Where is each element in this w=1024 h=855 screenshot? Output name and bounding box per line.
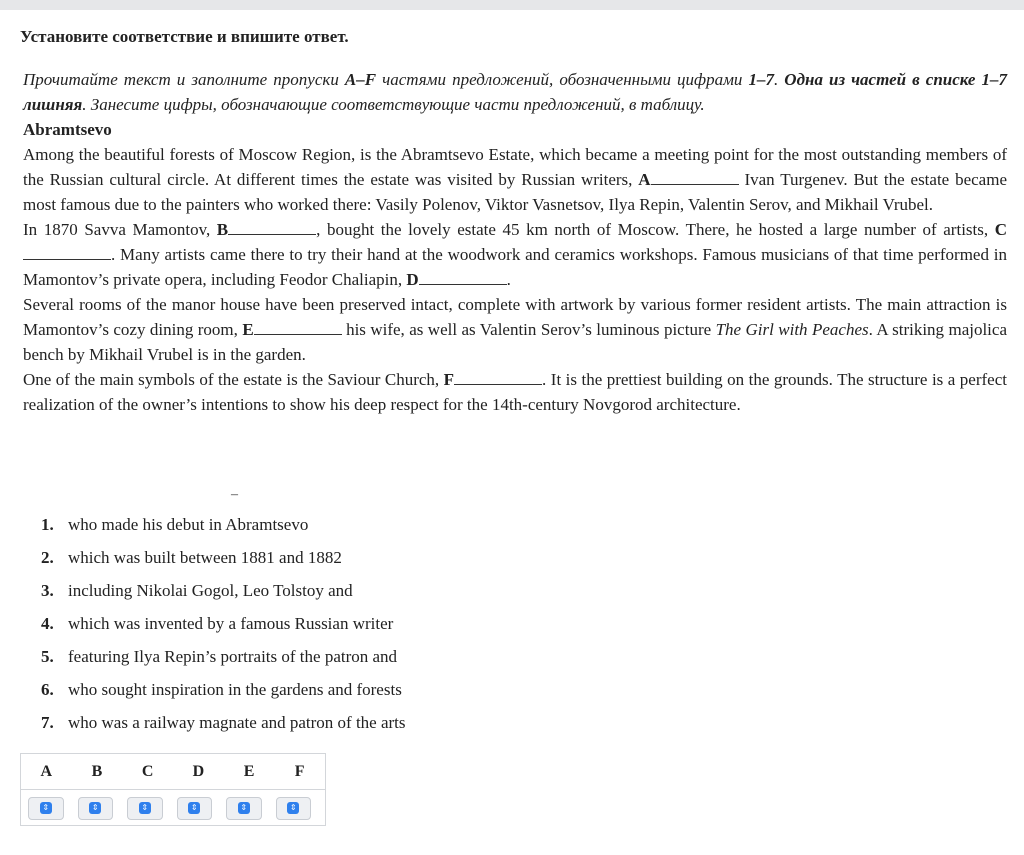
list-item: 3. including Nikolai Gogol, Leo Tolstoy and [41,581,353,600]
paragraph-3: Several rooms of the manor house have been preserved intact, complete with artwork by various former resident artists. The main attraction is Mamontov’s cozy dining room, E his wife, as well as Valentin Serov’s luminous picture The Girl with Peaches. A striking majolica bench by Mikhail Vrubel is in the garden. [23,295,1007,364]
gap-f [454,368,542,385]
answer-select-d[interactable] [177,797,213,820]
answer-select-f[interactable] [276,797,312,820]
list-item: 2. which was built between 1881 and 1882 [41,548,342,567]
paragraph-2: In 1870 Savva Mamontov, B , bought the lovely estate 45 km north of Moscow. There, he hosted a large number of artists, C. Many artists came there to try their hand at the woodwork and ceramics workshops. Famous musicians of that time performed in Mamontov’s private opera, including Feodor Chaliapin, D . [23,220,1007,289]
painting-title: The Girl with Peaches [715,320,869,339]
gap-label-f: F [443,370,455,389]
options-list [41,512,406,743]
gap-label-e: E [242,320,254,339]
select-arrows-icon: ⇕ [188,802,200,814]
column-header-c: C [141,763,154,780]
answer-row [21,790,325,826]
gap-label-b: B [216,220,229,239]
column-header-e: E [243,763,255,780]
gap-d [419,268,507,285]
gap-label-a: A [638,170,651,189]
gap-label-c: C [994,220,1007,239]
answer-select-c[interactable] [127,797,163,820]
select-arrows-icon: ⇕ [139,802,151,814]
gap-a [651,168,739,185]
list-item: 4. which was invented by a famous Russian writer [41,614,394,633]
gap-label-d: D [406,270,419,289]
gap-c [23,243,111,260]
list-item: 5. featuring Ilya Repin’s portraits of the patron and [41,647,398,666]
answer-table [20,753,326,826]
column-header-f: F [294,763,305,780]
answer-table-header [21,754,325,790]
list-item: 7. who was a railway magnate and patron of the arts [41,713,406,732]
select-arrows-icon: ⇕ [238,802,250,814]
top-bar [0,0,1024,10]
stray-dash: – [231,487,238,502]
paragraph-1: Among the beautiful forests of Moscow Region, is the Abramtsevo Estate, which became a meeting point for the most outstanding members of the Russian cultural circle. At different times the estate was visited by Russian writers, A Ivan Turgenev. But the estate became most famous due to the painters who worked there: Vasily Polenov, Viktor Vasnetsov, Ilya Repin, Valentin Serov, and Mikhail Vrubel. [23,145,1007,214]
answer-select-b[interactable] [78,797,114,820]
select-arrows-icon: ⇕ [89,802,101,814]
paragraph-4: One of the main symbols of the estate is the Saviour Church, F . It is the prettiest building on the grounds. The structure is a perfect realization of the owner’s intentions to show his deep respect for the 14th-century Novgorod architecture. [23,370,1007,414]
select-arrows-icon: ⇕ [287,802,299,814]
task-heading: Установите соответствие и впишите ответ. [20,27,349,46]
column-header-a: A [40,763,53,780]
list-item: 6. who sought inspiration in the gardens and forests [41,680,402,699]
answer-select-e[interactable] [226,797,262,820]
text-title: Abramtsevo [23,120,112,139]
gap-e [254,318,342,335]
column-header-d: D [192,763,205,780]
select-arrows-icon: ⇕ [40,802,52,814]
gap-b [228,218,316,235]
list-item: 1. who made his debut in Abramtsevo [41,515,309,534]
instruction: Прочитайте текст и заполните пропуски A–F частями предложений, обозначенными цифрами 1–7. Одна из частей в списке 1–7 лишняя. Занесите цифры, обозначающие соответствующие части предложений, в таблицу. [23,70,1008,114]
answer-select-a[interactable] [28,797,64,820]
task-content [23,67,1007,417]
column-header-b: B [91,763,103,780]
